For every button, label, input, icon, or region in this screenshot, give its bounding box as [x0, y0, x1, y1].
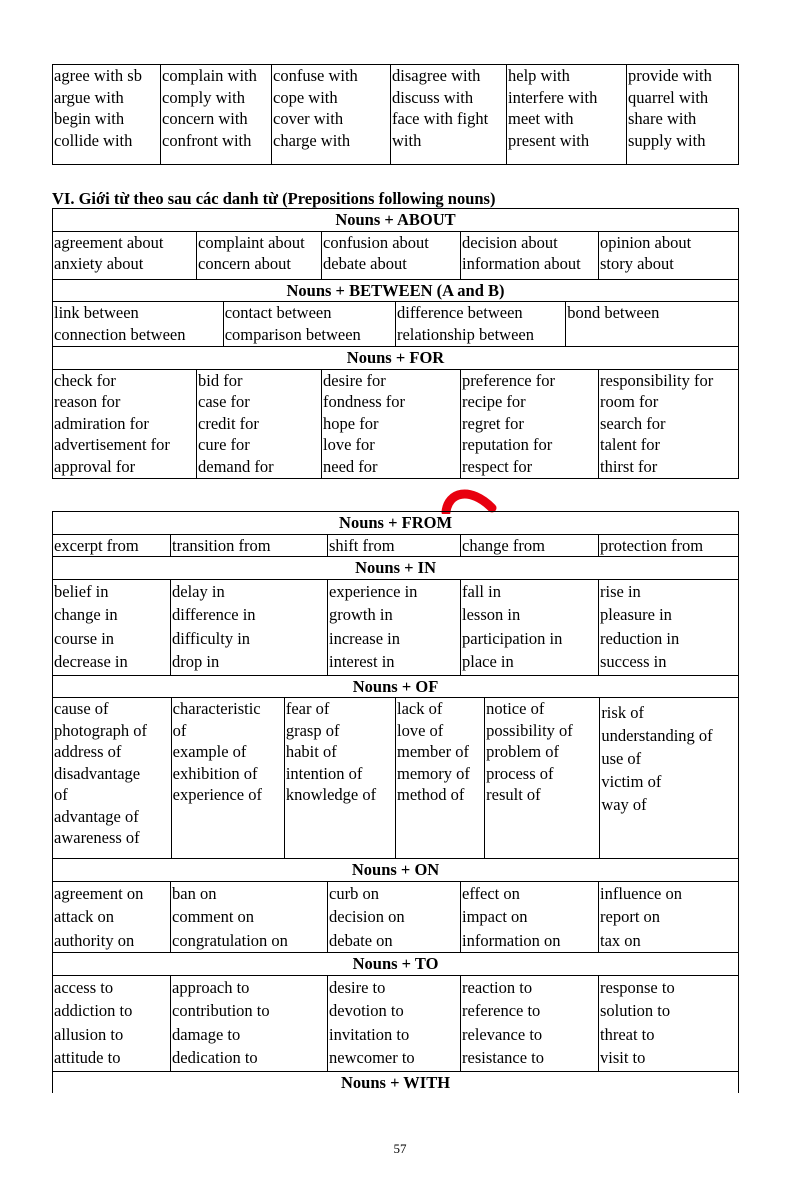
list-cell	[328, 975, 461, 1071]
list-cell	[171, 698, 284, 858]
list-item: risk of	[601, 703, 644, 722]
list-item: habit of	[285, 742, 337, 761]
list-item: transition from	[172, 535, 271, 555]
list-item: example of	[172, 742, 247, 761]
of-inner-table	[53, 698, 738, 858]
list-cell	[223, 302, 395, 346]
list-item: process of	[486, 763, 554, 783]
list-cell	[161, 65, 272, 165]
list-item: cause of	[54, 699, 109, 718]
nouns-table-2	[52, 511, 739, 1093]
list-item: advantage of	[54, 806, 139, 826]
list-item: anxiety about	[54, 254, 144, 273]
list-item: threat to	[600, 1024, 655, 1044]
list-cell	[328, 579, 461, 675]
list-item: agree with sb	[54, 66, 142, 85]
list-item: case for	[198, 392, 250, 411]
list-item: demand for	[198, 456, 274, 476]
list-item: victim of	[601, 772, 662, 791]
list-item: reference to	[462, 1001, 541, 1020]
list-item: admiration for	[54, 413, 149, 433]
list-cell	[53, 534, 171, 557]
list-item: talent for	[600, 435, 661, 454]
list-cell	[599, 881, 739, 953]
verbs-with-table	[52, 64, 739, 165]
list-item: curb on	[329, 883, 379, 903]
list-cell	[599, 579, 739, 675]
list-cell	[599, 975, 739, 1071]
list-cell	[600, 698, 738, 858]
list-item: belief in	[54, 581, 109, 601]
section-header-on: Nouns + ON	[53, 859, 739, 882]
list-item: knowledge of	[285, 785, 377, 804]
list-item: check for	[54, 370, 116, 390]
list-cell	[391, 65, 507, 165]
list-cell	[53, 698, 171, 858]
list-cell	[171, 579, 328, 675]
list-item: lesson in	[462, 605, 521, 624]
list-item: disadvantage	[54, 763, 141, 783]
list-cell	[328, 534, 461, 557]
list-cell	[485, 698, 600, 858]
list-item: attitude to	[54, 1048, 121, 1067]
list-item: collide with	[54, 130, 133, 150]
list-cell	[53, 231, 197, 279]
list-item: need for	[323, 456, 378, 476]
list-item: interest in	[329, 652, 395, 671]
list-item: approach to	[172, 977, 250, 997]
list-cell	[322, 369, 461, 478]
list-item: authority on	[54, 930, 135, 950]
list-cell	[322, 231, 461, 279]
list-item: desire for	[323, 370, 386, 390]
section-header-with: Nouns + WITH	[53, 1071, 739, 1093]
list-item: report on	[600, 907, 661, 926]
list-cell	[272, 65, 391, 165]
list-cell	[566, 302, 738, 346]
list-item: excerpt from	[54, 535, 139, 555]
list-item: present with	[508, 130, 590, 150]
list-cell	[197, 231, 322, 279]
list-item: contact between	[224, 303, 332, 322]
list-item: drop in	[172, 652, 220, 671]
list-item: bid for	[198, 370, 243, 390]
list-cell	[395, 302, 565, 346]
list-cell	[461, 534, 599, 557]
nouns-table-1	[52, 208, 739, 479]
section-header-for: Nouns + FOR	[53, 347, 739, 370]
list-item: increase in	[329, 628, 401, 648]
list-item: concern about	[198, 254, 291, 273]
list-item: shift from	[329, 535, 395, 555]
list-item: intention of	[285, 763, 363, 783]
list-item: provide with	[628, 66, 712, 85]
section-header-in: Nouns + IN	[53, 557, 739, 580]
list-item: ban on	[172, 883, 217, 903]
section-header-to: Nouns + TO	[53, 953, 739, 976]
list-item: information on	[462, 930, 561, 950]
list-item: possibility of	[486, 720, 573, 740]
list-item: reputation for	[462, 435, 553, 454]
list-cell	[171, 975, 328, 1071]
list-item: love of	[397, 720, 444, 740]
list-item: opinion about	[600, 232, 692, 252]
list-item: devotion to	[329, 1001, 404, 1020]
list-item: relationship between	[396, 324, 534, 344]
list-item: comparison between	[224, 324, 361, 344]
list-item: reaction to	[462, 977, 533, 997]
list-item: course in	[54, 628, 115, 648]
list-item: visit to	[600, 1048, 646, 1067]
list-cell	[461, 231, 599, 279]
list-item: charge with	[273, 130, 351, 150]
list-item: regret for	[462, 413, 524, 433]
list-item: comply with	[162, 87, 245, 107]
list-item: response to	[600, 977, 675, 997]
list-item: reduction in	[600, 628, 680, 648]
list-item: success in	[600, 652, 667, 671]
list-cell	[171, 881, 328, 953]
list-item: link between	[54, 303, 139, 322]
list-cell	[53, 65, 161, 165]
list-item: responsibility for	[600, 370, 714, 390]
list-item: recipe for	[462, 392, 526, 411]
list-cell	[171, 534, 328, 557]
list-item: decision on	[329, 907, 405, 926]
list-item: comment on	[172, 907, 255, 926]
list-item: solution to	[600, 1001, 671, 1020]
list-item: result of	[486, 785, 541, 804]
list-item: way of	[601, 795, 647, 814]
list-item: place in	[462, 652, 514, 671]
list-cell	[53, 579, 171, 675]
list-item: argue with	[54, 87, 124, 107]
list-item: relevance to	[462, 1024, 543, 1044]
list-item: method of	[397, 785, 465, 804]
list-item: decrease in	[54, 652, 128, 671]
list-item: with	[392, 130, 422, 150]
list-item: interfere with	[508, 87, 598, 107]
list-cell	[284, 698, 395, 858]
list-cell	[461, 881, 599, 953]
list-item: connection between	[54, 324, 186, 344]
list-cell	[53, 302, 223, 346]
list-item: quarrel with	[628, 87, 709, 107]
list-cell	[599, 534, 739, 557]
list-item: help with	[508, 66, 570, 85]
list-item: pleasure in	[600, 605, 672, 624]
list-item: dedication to	[172, 1048, 258, 1067]
list-item: problem of	[486, 742, 559, 761]
list-item: hope for	[323, 413, 379, 433]
list-item: cope with	[273, 87, 338, 107]
list-item: allusion to	[54, 1024, 124, 1044]
list-item: memory of	[397, 763, 470, 783]
section-header-from: Nouns + FROM	[53, 512, 739, 535]
list-item: meet with	[508, 109, 574, 128]
list-cell	[396, 698, 485, 858]
list-item: information about	[462, 254, 581, 273]
section-title: VI. Giới từ theo sau các danh từ (Prepositions following nouns)	[52, 189, 496, 208]
list-item: preference for	[462, 370, 555, 390]
list-item: fear of	[285, 699, 330, 718]
list-item: influence on	[600, 883, 683, 903]
list-item: complain with	[162, 66, 257, 85]
list-item: difference between	[396, 303, 523, 322]
list-item: fondness for	[323, 392, 406, 411]
list-item: photograph of	[54, 720, 148, 740]
list-item: delay in	[172, 581, 225, 601]
list-item: protection from	[600, 535, 704, 555]
list-item: discuss with	[392, 87, 474, 107]
list-item: tax on	[600, 930, 641, 950]
list-item: newcomer to	[329, 1048, 415, 1067]
list-cell	[461, 369, 599, 478]
list-item: desire to	[329, 977, 386, 997]
list-item: confront with	[162, 130, 252, 150]
list-item: decision about	[462, 232, 558, 252]
list-item: invitation to	[329, 1024, 410, 1044]
list-item: debate about	[323, 254, 407, 273]
list-item: reason for	[54, 392, 121, 411]
list-item: change in	[54, 605, 118, 624]
list-item: congratulation on	[172, 930, 288, 950]
list-item: damage to	[172, 1024, 241, 1044]
list-item: experience of	[172, 785, 262, 804]
list-item: awareness of	[54, 828, 140, 847]
list-item: supply with	[628, 130, 706, 150]
list-cell	[53, 369, 197, 478]
list-item: member of	[397, 742, 469, 761]
list-cell	[599, 369, 739, 478]
list-item: exhibition of	[172, 763, 258, 783]
list-item: difference in	[172, 605, 256, 624]
list-item: use of	[601, 749, 642, 768]
section-header-about: Nouns + ABOUT	[53, 209, 739, 232]
list-item: lack of	[397, 699, 443, 718]
list-cell	[461, 975, 599, 1071]
list-item: impact on	[462, 907, 528, 926]
list-cell	[627, 65, 739, 165]
list-item: face with fight	[392, 109, 489, 128]
section-header-between: Nouns + BETWEEN (A and B)	[53, 279, 739, 302]
section-header-of: Nouns + OF	[53, 675, 739, 698]
list-cell	[328, 881, 461, 953]
list-item: cover with	[273, 109, 344, 128]
list-item: change from	[462, 535, 545, 555]
list-cell	[507, 65, 627, 165]
list-item: agreement on	[54, 883, 144, 903]
list-item: characteristic	[172, 699, 261, 718]
list-item: effect on	[462, 883, 520, 903]
list-item: debate on	[329, 930, 393, 950]
list-cell	[461, 579, 599, 675]
list-item: addiction to	[54, 1001, 133, 1020]
list-item: search for	[600, 413, 666, 433]
list-item: bond between	[567, 303, 660, 322]
list-item: story about	[600, 254, 674, 273]
list-item: credit for	[198, 413, 259, 433]
list-item: approval for	[54, 456, 136, 476]
list-item: begin with	[54, 109, 125, 128]
list-item: growth in	[329, 605, 393, 624]
list-item: grasp of	[285, 720, 340, 740]
list-item: room for	[600, 392, 659, 411]
list-item: share with	[628, 109, 697, 128]
list-item: notice of	[486, 699, 545, 718]
list-item: difficulty in	[172, 628, 251, 648]
list-cell	[599, 231, 739, 279]
list-item: cure for	[198, 435, 250, 454]
between-inner-table	[53, 302, 738, 346]
list-item: understanding of	[601, 726, 713, 745]
list-item: respect for	[462, 456, 533, 476]
list-item: access to	[54, 977, 114, 997]
list-cell	[53, 881, 171, 953]
list-item: thirst for	[600, 456, 658, 476]
red-arc-mark	[440, 484, 500, 514]
list-item: attack on	[54, 907, 115, 926]
list-item: confuse with	[273, 66, 358, 85]
page-number: 57	[393, 1141, 407, 1156]
list-item: fall in	[462, 581, 501, 601]
list-item: address of	[54, 742, 122, 761]
list-item: of	[172, 720, 187, 740]
list-item: rise in	[600, 581, 641, 601]
list-cell	[197, 369, 322, 478]
list-cell	[53, 975, 171, 1071]
list-item: complaint about	[198, 232, 305, 252]
list-item: resistance to	[462, 1048, 545, 1067]
list-item: confusion about	[323, 232, 429, 252]
list-item: of	[54, 785, 68, 804]
list-item: disagree with	[392, 66, 481, 85]
list-item: participation in	[462, 628, 563, 648]
list-item: advertisement for	[54, 435, 170, 454]
list-item: concern with	[162, 109, 248, 128]
list-item: agreement about	[54, 232, 164, 252]
list-item: contribution to	[172, 1001, 270, 1020]
list-item: experience in	[329, 581, 418, 601]
list-item: love for	[323, 435, 375, 454]
